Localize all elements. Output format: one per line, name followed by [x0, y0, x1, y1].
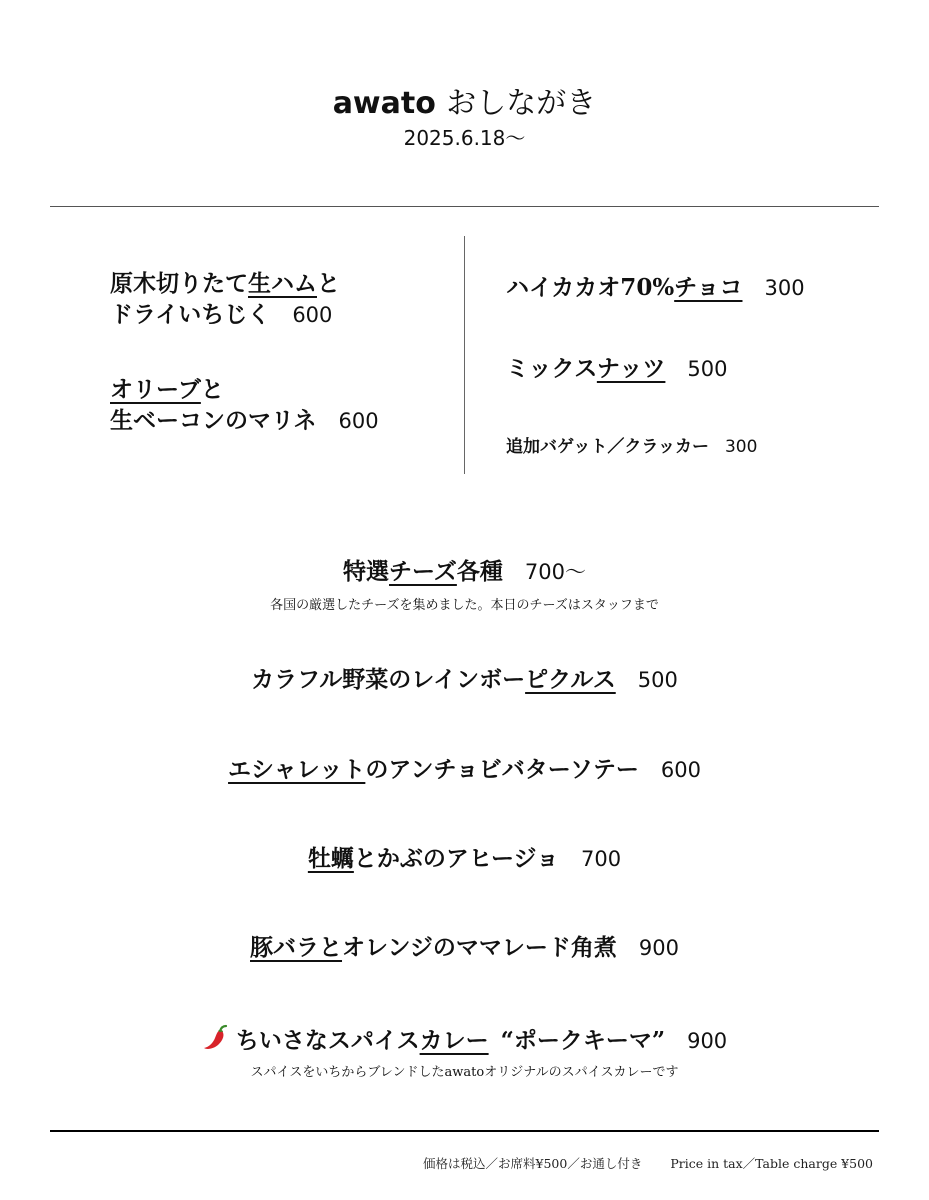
menu-item-olive-bacon: オリーブと 生ベーコンのマリネ 600 — [110, 376, 379, 434]
price: 500 — [687, 357, 728, 381]
menu-item-shallot: エシャレットのアンチョビバターソテー 600 — [228, 756, 701, 783]
menu-item-pork-kakuni: 豚バラとオレンジのママレード角煮 900 — [250, 934, 679, 961]
cheese-description: 各国の厳選したチーズを集めました。本日のチーズはスタッフまで — [270, 598, 659, 613]
price: 600 — [338, 409, 379, 433]
price: 600 — [292, 303, 333, 327]
title-oshinagaki: おしながき — [446, 86, 597, 121]
menu-item-baguette: 追加バゲット／クラッカー 300 — [506, 437, 758, 457]
price: 500 — [637, 668, 678, 692]
menu-item-oyster-ajillo: 牡蠣とかぶのアヒージョ 700 — [307, 845, 622, 872]
menu-item-chocolate: ハイカカオ70%チョコ 300 — [506, 274, 805, 301]
brand-name: awato — [332, 86, 436, 121]
price: 700～ — [524, 560, 586, 584]
chili-pepper-icon — [202, 1024, 228, 1052]
price: 900 — [687, 1029, 728, 1053]
menu-item-pickles: カラフル野菜のレインボーピクルス 500 — [251, 666, 678, 693]
curry-description: スパイスをいちからブレンドしたawatoオリジナルのスパイスカレーです — [250, 1065, 679, 1080]
menu-item-spice-curry: ちいさなスパイスカレー “ポークキーマ” 900 — [0, 1024, 929, 1057]
footer-note — [423, 1154, 873, 1172]
price: 600 — [660, 758, 701, 782]
bottom-divider — [50, 1130, 879, 1132]
price: 300 — [724, 437, 758, 457]
top-divider — [50, 206, 879, 207]
menu-item-nama-ham: 原木切りたて生ハムと ドライいちじく 600 — [110, 270, 340, 328]
menu-date: 2025.6.18～ — [403, 126, 526, 150]
menu-item-cheese: 特選チーズ各種 700～ — [343, 558, 586, 585]
menu-item-mixed-nuts: ミックスナッツ 500 — [506, 355, 728, 382]
price: 300 — [764, 276, 805, 300]
menu-title — [0, 78, 929, 122]
price: 900 — [638, 936, 679, 960]
footer-en: Price in tax／Table charge ¥500 — [670, 1156, 873, 1171]
column-divider — [464, 236, 465, 474]
price: 700 — [581, 847, 622, 871]
footer-jp: 価格は税込／お席料¥500／お通し付き — [423, 1156, 643, 1171]
